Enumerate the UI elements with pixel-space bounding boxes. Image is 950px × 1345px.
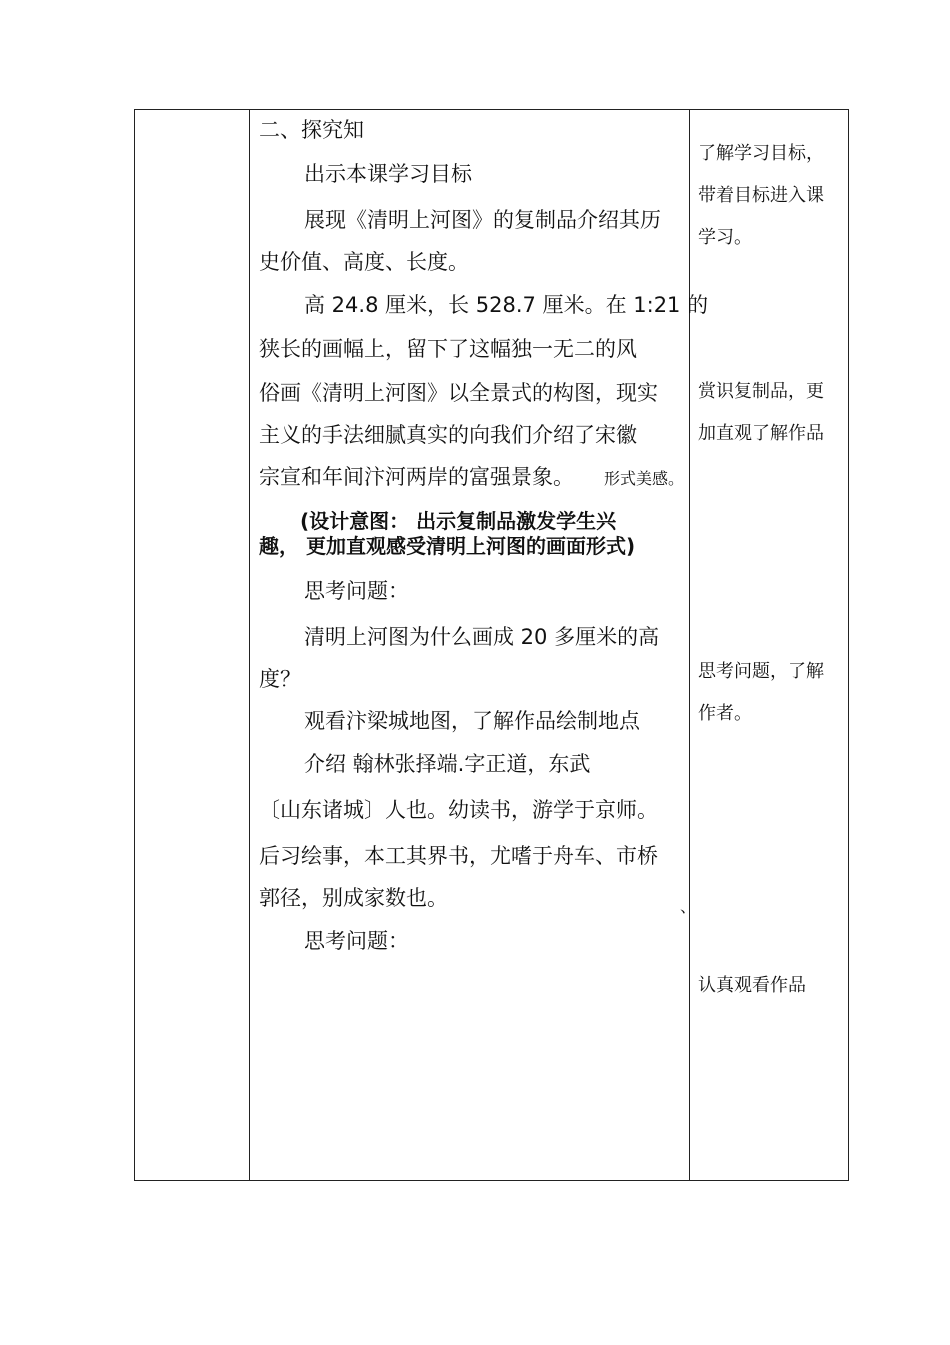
paragraph-line: 展现《清明上河图》的复制品介绍其历 (304, 208, 661, 232)
activity-line: 赏识复制品，更 (698, 381, 824, 402)
activity-line: 加直观了解作品 (698, 423, 824, 444)
section-heading: 二、探究知 (259, 118, 364, 142)
author-intro-line: 后习绘事，本工其界书，尤嗜于舟车、市桥 (259, 844, 658, 868)
paragraph-line: 高 24.8 厘米，长 528.7 厘米。在 1:21 的 (304, 293, 709, 317)
paragraph-line: 主义的手法细腻真实的向我们介绍了宋徽 (259, 423, 637, 447)
stray-mark: 、 (680, 897, 697, 916)
design-intent-line: 趣， 更加直观感受清明上河图的画面形式) (259, 534, 636, 558)
activity-line: 认真观看作品 (698, 975, 806, 996)
author-intro-line: 介绍 翰林张择端.字正道，东武 (304, 752, 591, 776)
activity-line: 学习。 (698, 227, 752, 248)
question-label: 思考问题： (304, 929, 409, 953)
paragraph-line: 狭长的画幅上，留下了这幅独一无二的风 (259, 337, 637, 361)
aesthetic-note: 形式美感。 (604, 469, 685, 488)
goal-line: 出示本课学习目标 (304, 162, 472, 186)
column-divider-left (249, 109, 250, 1181)
paragraph-line: 宗宣和年间汴河两岸的富强景象。 (259, 465, 574, 489)
question-label: 思考问题： (304, 579, 409, 603)
author-intro-line: 郭径，别成家数也。 (259, 886, 448, 910)
paragraph-line: 史价值、高度、长度。 (259, 250, 469, 274)
question-line: 度？ (259, 667, 301, 691)
activity-line: 了解学习目标， (698, 143, 824, 164)
activity-line: 带着目标进入课 (698, 185, 824, 206)
activity-line: 作者。 (698, 703, 752, 724)
design-intent-line: (设计意图： 出示复制品激发学生兴 (300, 509, 617, 533)
map-line: 观看汴梁城地图，了解作品绘制地点 (304, 709, 640, 733)
paragraph-line: 俗画《清明上河图》以全景式的构图，现实 (259, 381, 658, 405)
author-intro-line: 〔山东诸城〕人也。幼读书，游学于京师。 (259, 798, 658, 822)
activity-line: 思考问题，了解 (698, 661, 824, 682)
question-line: 清明上河图为什么画成 20 多厘米的高 (304, 625, 660, 649)
column-divider-right (689, 109, 690, 1181)
